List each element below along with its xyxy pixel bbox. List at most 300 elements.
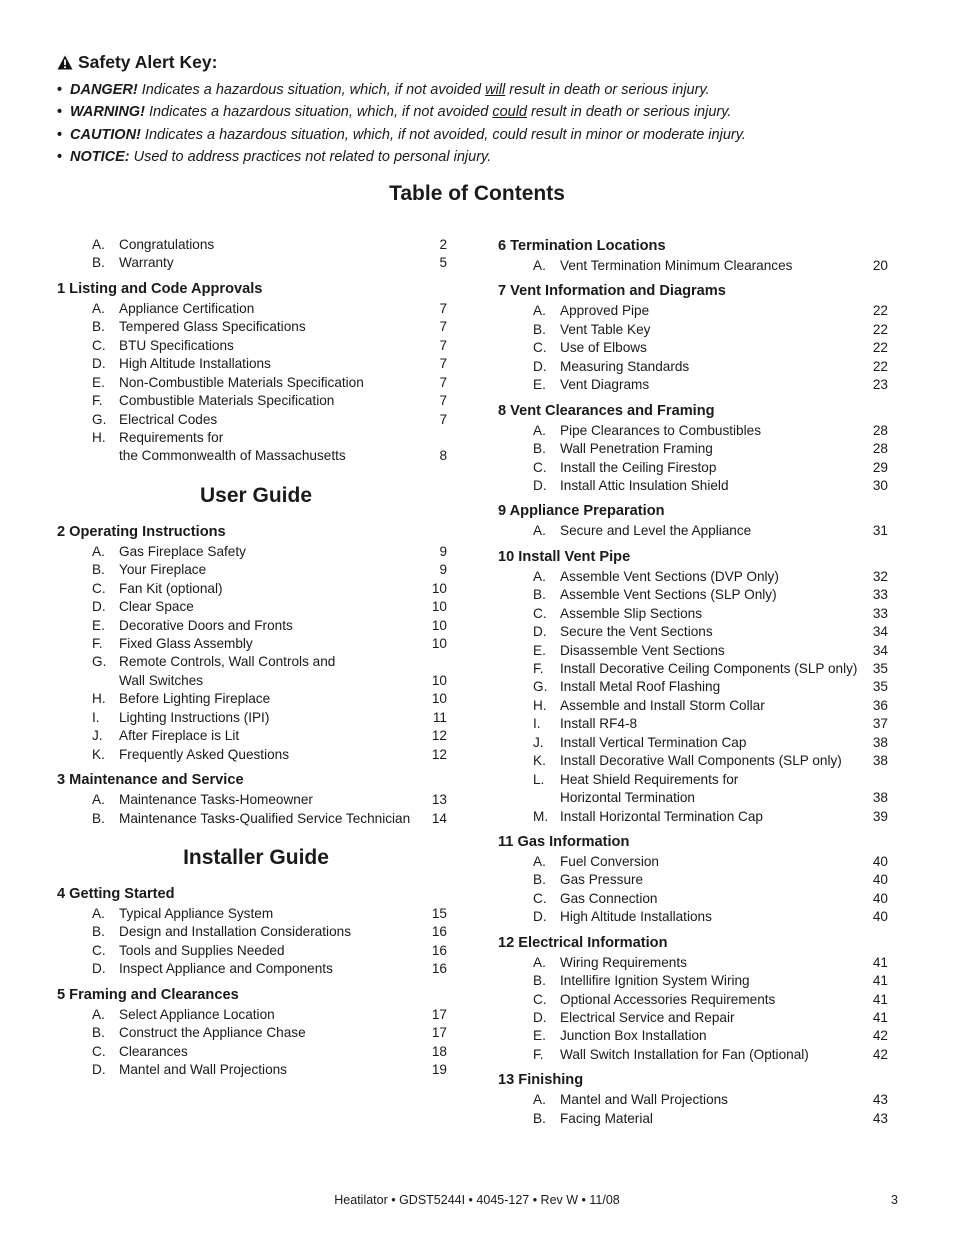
entry-letter: A. xyxy=(92,237,105,252)
alert-text: Indicates a hazardous situation, which, if not avoided xyxy=(144,104,493,121)
entry-page-number: 7 xyxy=(439,411,447,427)
entry-letter: B. xyxy=(92,255,105,271)
entry-page-number: 22 xyxy=(872,358,888,374)
toc-entry xyxy=(57,447,447,465)
entry-letter: B. xyxy=(92,319,105,335)
toc-entry xyxy=(498,623,888,641)
entry-title: Your Fireplace xyxy=(119,562,207,578)
entry-letter: A. xyxy=(92,1006,105,1022)
toc-entry xyxy=(57,942,447,960)
entry-page-number: 9 xyxy=(439,562,447,578)
entry-letter: A. xyxy=(533,954,546,970)
entry-page-number: 5 xyxy=(439,255,447,271)
entry-letter: A. xyxy=(533,523,546,539)
entry-title: Remote Controls, Wall Controls and xyxy=(119,654,336,670)
entry-page-number: 40 xyxy=(872,909,888,925)
entry-letter: C. xyxy=(533,340,547,356)
entry-title: Tools and Supplies Needed xyxy=(119,942,285,958)
toc-entry xyxy=(57,810,447,828)
entry-letter: I. xyxy=(533,716,541,732)
toc-entry xyxy=(498,972,888,990)
entry-title: Install Metal Roof Flashing xyxy=(560,679,721,695)
warning-triangle-icon xyxy=(57,55,73,70)
toc-entry xyxy=(57,429,447,447)
entry-letter: A. xyxy=(533,422,546,438)
entry-letter: B. xyxy=(92,810,105,826)
toc-entry xyxy=(498,586,888,604)
safety-alert-item xyxy=(57,101,937,123)
entry-letter: G. xyxy=(533,679,548,695)
entry-page-number: 40 xyxy=(872,853,888,869)
entry-title: Intellifire Ignition System Wiring xyxy=(560,973,750,989)
entry-title: Clear Space xyxy=(119,599,194,615)
toc-entry xyxy=(498,358,888,376)
entry-page-number: 23 xyxy=(872,377,888,393)
entry-title: Assemble Vent Sections (SLP Only) xyxy=(560,587,777,603)
entry-title: Disassemble Vent Sections xyxy=(560,642,725,658)
entry-title: Combustible Materials Specification xyxy=(119,393,335,409)
toc-entry xyxy=(57,355,447,373)
entry-letter: B. xyxy=(92,924,105,940)
section-heading: 6 Termination Locations xyxy=(498,238,666,254)
section-heading: 5 Framing and Clearances xyxy=(57,986,239,1003)
entry-letter: D. xyxy=(533,1010,547,1025)
entry-page-number: 10 xyxy=(431,617,447,633)
page-footer: Heatilator • GDST5244I • 4045-127 • Rev W • 11/08 xyxy=(334,1193,620,1207)
toc-entry xyxy=(498,734,888,752)
entry-title: Fixed Glass Assembly xyxy=(119,636,253,651)
entry-page-number: 9 xyxy=(439,543,447,559)
entry-page-number: 32 xyxy=(872,568,888,584)
entry-page-number: 14 xyxy=(431,810,447,826)
toc-entry xyxy=(57,374,447,392)
entry-page-number: 34 xyxy=(872,642,888,658)
entry-page-number: 38 xyxy=(872,734,888,750)
entry-letter: A. xyxy=(92,543,105,559)
alert-term: WARNING! xyxy=(70,104,145,121)
entry-letter: D. xyxy=(533,358,547,374)
entry-page-number: 43 xyxy=(872,1110,888,1126)
alert-text: result in death or serious injury. xyxy=(505,82,710,98)
section-heading: 8 Vent Clearances and Framing xyxy=(498,402,715,419)
entry-page-number: 10 xyxy=(431,580,447,596)
toc-entry xyxy=(498,339,888,357)
section-heading: 12 Electrical Information xyxy=(498,934,668,951)
entry-letter: B. xyxy=(533,872,546,888)
entry-letter: B. xyxy=(533,321,546,337)
entry-page-number: 16 xyxy=(431,924,447,940)
entry-letter: F. xyxy=(92,393,103,409)
entry-title: Install Horizontal Termination Cap xyxy=(560,808,763,824)
entry-page-number: 41 xyxy=(872,991,888,1007)
toc-entry xyxy=(498,789,888,807)
entry-title: Construct the Appliance Chase xyxy=(119,1025,306,1041)
toc-entry xyxy=(57,598,447,616)
guide-heading: User Guide xyxy=(199,483,313,507)
toc-entry xyxy=(57,392,447,410)
entry-title: Inspect Appliance and Components xyxy=(119,961,333,977)
section-heading: 1 Listing and Code Approvals xyxy=(57,280,263,297)
bullet: • xyxy=(57,104,63,121)
entry-title: Select Appliance Location xyxy=(119,1006,275,1022)
toc-entry xyxy=(57,690,447,708)
entry-title: Tempered Glass Specifications xyxy=(119,319,306,335)
entry-letter: H. xyxy=(92,429,106,445)
entry-title: Maintenance Tasks-Qualified Service Technician xyxy=(119,810,411,826)
entry-page-number: 8 xyxy=(439,448,447,464)
entry-letter: D. xyxy=(92,599,106,615)
entry-title: Typical Appliance System xyxy=(119,905,274,921)
entry-page-number: 10 xyxy=(431,636,447,651)
toc-entry xyxy=(57,617,447,635)
entry-title: High Altitude Installations xyxy=(119,356,271,372)
entry-letter: B. xyxy=(533,1110,546,1126)
entry-letter: H. xyxy=(92,691,106,707)
entry-page-number: 36 xyxy=(872,697,888,713)
toc-entry xyxy=(57,411,447,429)
toc-entry xyxy=(498,1009,888,1027)
entry-title: Fuel Conversion xyxy=(560,853,659,869)
toc-entry xyxy=(498,302,888,320)
toc-entry xyxy=(498,321,888,339)
entry-title: Mantel and Wall Projections xyxy=(560,1092,728,1108)
entry-page-number: 7 xyxy=(439,319,447,335)
toc-entry xyxy=(57,923,447,941)
toc-entry xyxy=(57,300,447,318)
entry-title: Before Lighting Fireplace xyxy=(119,691,271,707)
entry-title: Vent Diagrams xyxy=(560,377,650,393)
alert-text: Indicates a hazardous situation, which, if not avoided xyxy=(137,82,486,98)
entry-title: Junction Box Installation xyxy=(560,1028,707,1044)
entry-title: Design and Installation Considerations xyxy=(119,924,351,940)
entry-title: Vent Table Key xyxy=(560,321,651,337)
alert-text: result in death or serious injury. xyxy=(527,104,732,121)
entry-page-number: 10 xyxy=(431,691,447,707)
entry-page-number: 41 xyxy=(872,954,888,970)
toc-entry xyxy=(57,318,447,336)
toc-entry xyxy=(498,660,888,678)
bullet: • xyxy=(57,82,63,98)
entry-page-number: 28 xyxy=(872,422,888,438)
entry-letter: C. xyxy=(533,459,547,475)
toc-title: Table of Contents xyxy=(389,182,565,205)
entry-title: BTU Specifications xyxy=(119,337,234,353)
entry-page-number: 20 xyxy=(872,258,888,273)
entry-title: Heat Shield Requirements for xyxy=(560,771,739,787)
entry-page-number: 11 xyxy=(432,709,447,725)
entry-page-number: 43 xyxy=(872,1092,888,1108)
entry-letter: A. xyxy=(92,300,105,316)
entry-page-number: 34 xyxy=(872,624,888,640)
entry-page-number: 35 xyxy=(872,679,888,695)
entry-letter: C. xyxy=(92,580,106,596)
safety-alert-title-text: Safety Alert Key: xyxy=(78,52,218,72)
entry-page-number: 17 xyxy=(431,1006,447,1022)
toc-entry xyxy=(498,477,888,495)
entry-page-number: 7 xyxy=(439,374,447,390)
alert-term: NOTICE: xyxy=(70,148,130,165)
toc-entry xyxy=(57,236,447,254)
entry-letter: E. xyxy=(533,377,546,393)
entry-letter: K. xyxy=(533,753,546,769)
toc-entry xyxy=(57,254,447,272)
safety-alert-key xyxy=(57,52,937,168)
entry-letter: D. xyxy=(533,624,547,640)
entry-title: Use of Elbows xyxy=(560,340,647,356)
toc-entry xyxy=(498,1091,888,1109)
entry-title: Gas Fireplace Safety xyxy=(119,543,246,559)
entry-letter: D. xyxy=(533,477,547,493)
entry-title: Install Attic Insulation Shield xyxy=(560,477,729,493)
entry-letter: J. xyxy=(533,734,544,750)
toc-entry xyxy=(498,678,888,696)
toc-entry xyxy=(498,697,888,715)
entry-title: High Altitude Installations xyxy=(560,909,712,925)
safety-alert-item xyxy=(57,79,937,101)
toc-entry xyxy=(57,543,447,561)
toc-entry xyxy=(57,746,447,764)
entry-letter: D. xyxy=(92,356,106,372)
entry-page-number: 41 xyxy=(872,973,888,989)
toc-entry xyxy=(498,752,888,770)
entry-title: Install the Ceiling Firestop xyxy=(560,459,717,475)
entry-letter: E. xyxy=(92,374,105,390)
entry-letter: A. xyxy=(533,303,546,319)
safety-alert-item xyxy=(57,146,937,168)
toc-entry xyxy=(498,1046,888,1064)
entry-page-number: 7 xyxy=(439,356,447,372)
section-heading: 2 Operating Instructions xyxy=(57,523,226,540)
entry-title: Facing Material xyxy=(560,1110,653,1126)
entry-title: Wall Switch Installation for Fan (Optional) xyxy=(560,1046,809,1062)
toc-entry xyxy=(498,376,888,394)
section-heading: 10 Install Vent Pipe xyxy=(498,548,631,565)
entry-letter: D. xyxy=(92,961,106,977)
entry-page-number: 33 xyxy=(872,587,888,603)
section-heading: 11 Gas Information xyxy=(498,833,630,850)
entry-letter: E. xyxy=(533,1028,546,1044)
entry-title: Fan Kit (optional) xyxy=(119,580,223,596)
toc-entry xyxy=(498,954,888,972)
entry-page-number: 38 xyxy=(872,790,888,806)
page-number: 3 xyxy=(891,1193,898,1207)
entry-page-number: 41 xyxy=(872,1010,888,1025)
entry-title: Frequently Asked Questions xyxy=(119,746,290,762)
entry-letter: E. xyxy=(533,642,546,658)
entry-title: Measuring Standards xyxy=(560,358,690,374)
entry-letter: B. xyxy=(92,1025,105,1041)
entry-page-number: 19 xyxy=(431,1062,447,1077)
entry-title: Gas Connection xyxy=(560,890,658,906)
entry-letter: A. xyxy=(533,258,546,273)
section-heading: 7 Vent Information and Diagrams xyxy=(498,283,726,300)
entry-title: Vent Termination Minimum Clearances xyxy=(560,258,793,273)
entry-title: Gas Pressure xyxy=(560,872,644,888)
entry-title: Install RF4-8 xyxy=(560,716,638,732)
toc-entry xyxy=(57,1024,447,1042)
entry-title: Congratulations xyxy=(119,237,215,252)
toc-entry xyxy=(498,853,888,871)
bullet: • xyxy=(57,148,63,165)
entry-page-number: 13 xyxy=(431,792,447,808)
entry-letter: H. xyxy=(533,697,547,713)
toc-entry xyxy=(498,440,888,458)
entry-letter: B. xyxy=(92,562,105,578)
toc-entry xyxy=(57,653,447,671)
toc-entry xyxy=(498,605,888,623)
entry-page-number: 22 xyxy=(872,340,888,356)
entry-title: Pipe Clearances to Combustibles xyxy=(560,422,761,438)
entry-title: Appliance Certification xyxy=(119,300,255,316)
entry-page-number: 17 xyxy=(431,1025,447,1041)
toc-entry xyxy=(498,715,888,733)
entry-title: Install Decorative Ceiling Components (SLP only) xyxy=(560,661,858,676)
entry-page-number: 7 xyxy=(439,393,447,409)
entry-page-number: 7 xyxy=(439,337,447,353)
toc-entry xyxy=(498,1027,888,1045)
entry-page-number: 42 xyxy=(872,1028,888,1044)
toc-entry xyxy=(57,580,447,598)
entry-title: Wiring Requirements xyxy=(560,954,687,970)
entry-title: Secure and Level the Appliance xyxy=(560,523,752,539)
entry-letter: C. xyxy=(533,890,547,906)
entry-letter: C. xyxy=(92,1043,106,1059)
entry-letter: K. xyxy=(92,746,105,762)
entry-letter: F. xyxy=(533,661,544,676)
entry-page-number: 7 xyxy=(439,300,447,316)
toc-entry xyxy=(57,727,447,745)
entry-title: Install Vertical Termination Cap xyxy=(560,734,747,750)
entry-letter: C. xyxy=(92,942,106,958)
entry-page-number: 42 xyxy=(872,1046,888,1062)
entry-page-number: 10 xyxy=(431,672,447,688)
entry-title: Wall Switches xyxy=(119,672,204,688)
entry-letter: M. xyxy=(533,808,549,824)
entry-letter: G. xyxy=(92,411,107,427)
entry-letter: A. xyxy=(92,792,105,808)
entry-page-number: 10 xyxy=(431,599,447,615)
entry-title: the Commonwealth of Massachusetts xyxy=(119,448,346,464)
entry-title: Approved Pipe xyxy=(560,303,650,319)
entry-title: Maintenance Tasks-Homeowner xyxy=(119,792,313,808)
entry-title: Lighting Instructions (IPI) xyxy=(119,709,270,725)
toc-left-column xyxy=(57,236,447,1079)
entry-title: Assemble Vent Sections (DVP Only) xyxy=(560,568,779,584)
alert-term: DANGER! xyxy=(70,82,138,98)
toc-entry xyxy=(498,422,888,440)
entry-letter: A. xyxy=(533,1092,546,1108)
entry-page-number: 12 xyxy=(431,728,447,744)
entry-title: After Fireplace is Lit xyxy=(119,728,240,744)
entry-letter: B. xyxy=(533,441,546,457)
entry-page-number: 30 xyxy=(872,477,888,493)
toc-entry xyxy=(57,561,447,579)
bullet: • xyxy=(57,126,63,143)
entry-page-number: 16 xyxy=(431,961,447,977)
alert-emphasis: could xyxy=(492,104,527,121)
guide-heading: Installer Guide xyxy=(183,845,329,869)
section-heading: 3 Maintenance and Service xyxy=(57,772,244,789)
entry-title: Assemble Slip Sections xyxy=(560,605,703,621)
toc-entry xyxy=(57,337,447,355)
toc-entry xyxy=(498,642,888,660)
section-heading: 4 Getting Started xyxy=(57,885,175,902)
entry-title: Non-Combustible Materials Specification xyxy=(119,374,364,390)
entry-letter: C. xyxy=(533,605,547,621)
section-heading: 13 Finishing xyxy=(498,1072,584,1089)
entry-letter: A. xyxy=(533,568,546,584)
section-heading: 9 Appliance Preparation xyxy=(498,503,665,520)
entry-page-number: 39 xyxy=(872,808,888,824)
entry-title: Wall Penetration Framing xyxy=(560,441,713,457)
entry-title: Electrical Codes xyxy=(119,411,218,427)
toc-entry xyxy=(498,1110,888,1128)
toc-entry xyxy=(498,257,888,275)
entry-title: Secure the Vent Sections xyxy=(560,624,713,640)
safety-alert-title xyxy=(57,52,937,73)
entry-letter: D. xyxy=(92,1062,106,1077)
toc-entry xyxy=(498,568,888,586)
toc-entry xyxy=(498,991,888,1009)
entry-title: Horizontal Termination xyxy=(560,790,695,806)
entry-letter: A. xyxy=(92,905,105,921)
entry-page-number: 22 xyxy=(872,321,888,337)
entry-title: Requirements for xyxy=(119,429,224,445)
entry-title: Clearances xyxy=(119,1043,188,1059)
toc-entry xyxy=(498,771,888,789)
entry-page-number: 31 xyxy=(872,523,888,539)
entry-page-number: 29 xyxy=(872,459,888,475)
safety-alert-list xyxy=(57,79,937,168)
toc-entry xyxy=(57,905,447,923)
toc-entry xyxy=(57,672,447,690)
entry-page-number: 28 xyxy=(872,441,888,457)
entry-letter: I. xyxy=(92,709,100,725)
entry-letter: D. xyxy=(533,909,547,925)
toc-entry xyxy=(498,808,888,826)
entry-page-number: 22 xyxy=(872,303,888,319)
entry-title: Install Decorative Wall Components (SLP only) xyxy=(560,753,842,769)
entry-page-number: 2 xyxy=(439,237,447,252)
alert-emphasis: will xyxy=(485,82,506,98)
entry-letter: B. xyxy=(533,973,546,989)
toc-entry xyxy=(57,791,447,809)
entry-letter: C. xyxy=(533,991,547,1007)
entry-title: Assemble and Install Storm Collar xyxy=(560,697,765,713)
entry-letter: E. xyxy=(92,617,105,633)
entry-page-number: 33 xyxy=(872,605,888,621)
entry-page-number: 35 xyxy=(872,661,888,676)
entry-letter: A. xyxy=(533,853,546,869)
entry-letter: F. xyxy=(92,636,103,651)
toc-entry xyxy=(57,1043,447,1061)
entry-page-number: 40 xyxy=(872,872,888,888)
entry-page-number: 15 xyxy=(431,905,447,921)
entry-title: Electrical Service and Repair xyxy=(560,1010,735,1025)
entry-page-number: 38 xyxy=(872,753,888,769)
entry-page-number: 16 xyxy=(431,942,447,958)
toc-entry xyxy=(57,635,447,653)
entry-page-number: 18 xyxy=(431,1043,447,1059)
toc-entry xyxy=(498,908,888,926)
entry-page-number: 37 xyxy=(872,716,888,732)
toc-entry xyxy=(498,459,888,477)
entry-page-number: 40 xyxy=(872,890,888,906)
entry-title: Optional Accessories Requirements xyxy=(560,991,776,1007)
toc-entry xyxy=(57,960,447,978)
entry-title: Warranty xyxy=(119,255,174,271)
toc-entry xyxy=(57,1006,447,1024)
